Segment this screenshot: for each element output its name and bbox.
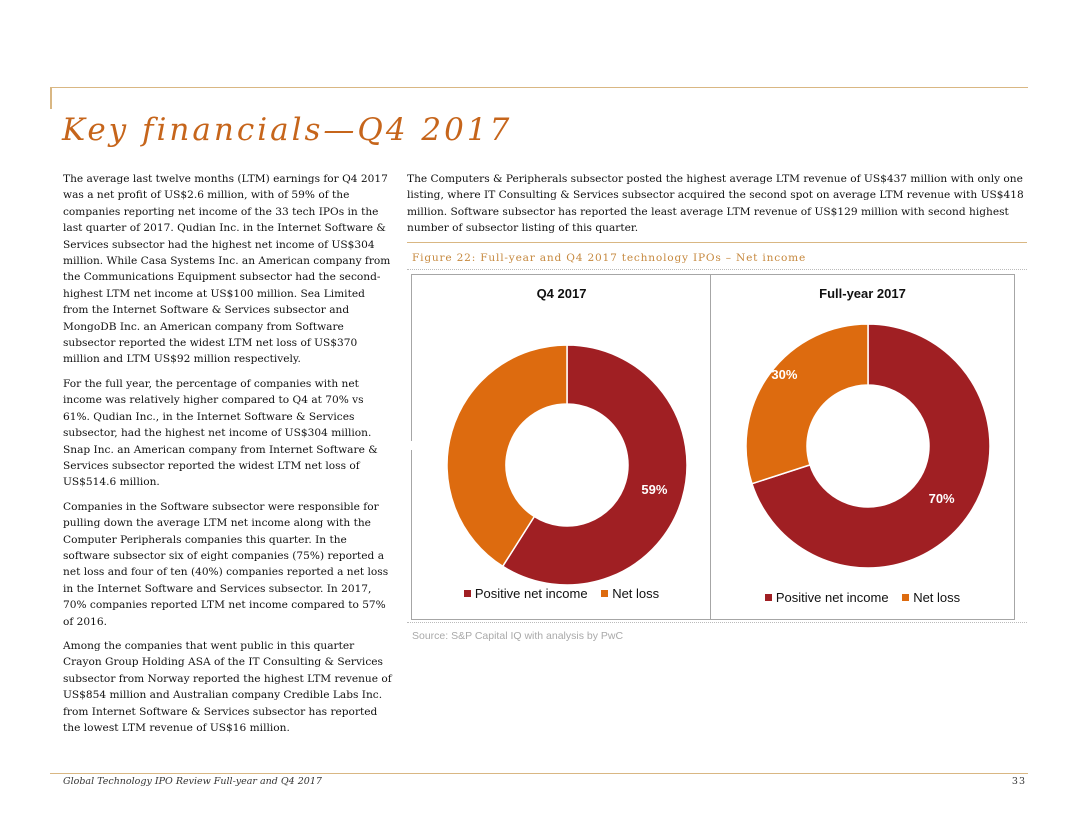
data-label-positive: 70% [928, 490, 955, 506]
chart-full-year-2017 [710, 274, 1015, 620]
chart-q4-2017 [400, 274, 712, 620]
paragraph-software-subsector: Companies in the Software subsector were responsible for pulling down the average LTM net income along with the Computer Peripherals companies this quarter. In the software subsector six of eight companies (75%) reported a net loss and four of ten (40%) companies reported a net loss in the Internet Software and Services subsector. In 2017, 70% companies reported LTM net income compared to 57% of 2016. [63, 500, 389, 628]
legend-item-positive [464, 586, 588, 601]
top-rule [50, 87, 1028, 88]
legend-item-loss [601, 586, 659, 601]
legend-swatch-loss [601, 590, 608, 597]
legend-swatch-positive [464, 590, 471, 597]
legend-label-loss: Net loss [913, 590, 961, 605]
data-label-loss: 41% [400, 438, 427, 454]
data-label-positive: 59% [641, 481, 668, 497]
figure-dotted-rule [407, 269, 1027, 270]
legend-swatch-positive [765, 594, 772, 601]
data-label-loss: 30% [771, 366, 798, 382]
slice-net-loss [746, 324, 868, 484]
source-dotted-rule [407, 622, 1027, 623]
legend-swatch-loss [902, 594, 909, 601]
legend-item-positive [765, 590, 889, 605]
chart-title-full-year: Full-year 2017 [819, 286, 906, 301]
footer-report-title: Global Technology IPO Review Full-year and Q4 2017 [63, 776, 322, 787]
donut-full-year-svg [711, 275, 1014, 619]
paragraph-full-year: For the full year, the percentage of companies with net income was relatively higher compared to Q4 at 70% vs 61%. Qudian Inc., in the Internet Software & Services subsector, had the highest net income of US$304 million. Snap Inc. an American company from Internet Software & Services subsector reported the widest LTM net loss of US$514.6 million. [63, 377, 378, 489]
left-text-column [63, 171, 393, 744]
legend-label-positive: Positive net income [775, 590, 889, 605]
legend-q4 [412, 586, 711, 601]
chart-title-q4: Q4 2017 [536, 286, 587, 301]
legend-item-loss [902, 590, 960, 605]
chart-source: Source: S&P Capital IQ with analysis by PwC [412, 630, 624, 642]
legend-label-loss: Net loss [612, 586, 660, 601]
figure-caption: Figure 22: Full-year and Q4 2017 technology IPOs – Net income [412, 252, 807, 264]
footer-rule [50, 773, 1028, 774]
paragraph-computers-peripherals: The Computers & Peripherals subsector posted the highest average LTM revenue of US$437 million with only one listing, where IT Consulting & Services subsector acquired the second spot on average LTM revenue with US$418 million. Software subsector has reported the least average LTM revenue of US$129 million with second highest number of subsector listing of this quarter. [407, 173, 1024, 235]
donut-q4-svg [400, 275, 711, 619]
legend-label-positive: Positive net income [474, 586, 588, 601]
right-intro-text [407, 171, 1027, 237]
paragraph-q4-earnings: The average last twelve months (LTM) earnings for Q4 2017 was a net profit of US$2.6 million, with of 59% of the companies reporting net income of the 33 tech IPOs in the last quarter of 2017. Qudian Inc. in the Internet Software & Services subsector had the highest net income of US$304 million. While Casa Systems Inc. an American company from the Communications Equipment subsector had the second-highest LTM net income at US$100 million. Sea Limited from the Internet Software & Services subsector and MongoDB Inc. an American company from Software subsector reported the widest LTM net loss of US$370 million and LTM US$92 million respectively. [63, 173, 391, 366]
paragraph-revenue-extremes: Among the companies that went public in this quarter Crayon Group Holding ASA of the IT Consulting & Services subsector from Norway reported the highest LTM revenue of US$854 million and Australian company Credible Labs Inc. from Internet Software & Services subsector has reported the lowest LTM revenue of US$16 million. [63, 639, 392, 734]
page-number: 33 [1011, 776, 1026, 787]
legend-full-year [711, 590, 1014, 605]
top-corner-tick [50, 87, 52, 109]
page-title: Key financials—Q4 2017 [62, 112, 513, 148]
figure-top-rule [407, 242, 1027, 243]
